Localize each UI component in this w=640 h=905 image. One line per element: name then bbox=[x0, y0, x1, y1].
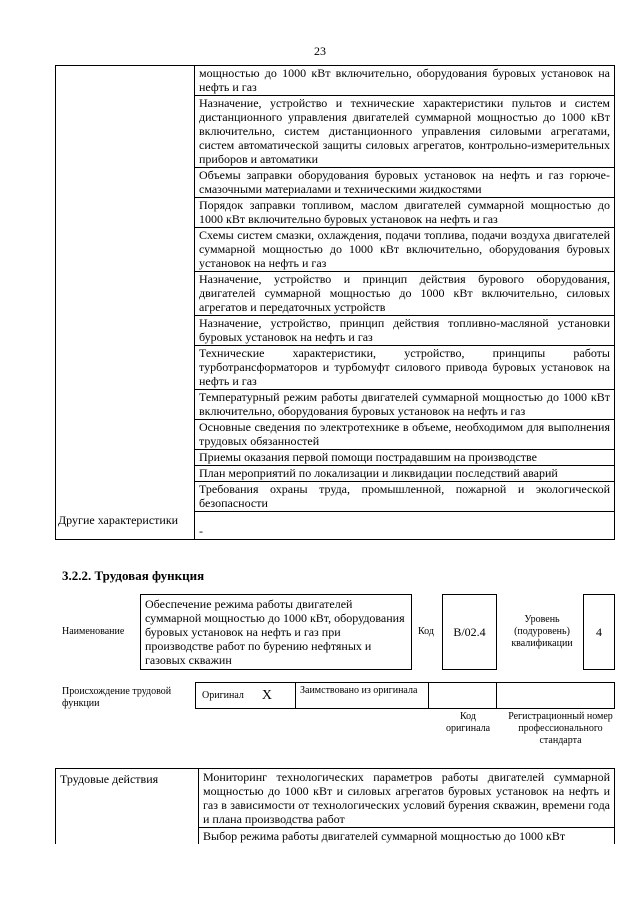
borrowed-cell: Заимствовано из оригинала bbox=[296, 683, 429, 708]
knowledge-table bbox=[55, 65, 615, 540]
origin-table bbox=[195, 682, 615, 709]
code-caption: Код оригинала bbox=[445, 711, 491, 734]
original-label: Оригинал bbox=[202, 689, 244, 701]
section-title: 3.2.2. Трудовая функция bbox=[62, 568, 205, 583]
knowledge-item: Основные сведения по электротехнике в объеме, необходимом для выполнения трудовых обязанностей bbox=[195, 420, 614, 450]
knowledge-item: Схемы систем смазки, охлаждения, подачи топлива, подачи воздуха двигателей суммарной мощностью до 1000 кВт включительно, оборудования буровых установок на нефть и газ bbox=[195, 228, 614, 272]
knowledge-item: Назначение, устройство, принцип действия топливно-масляной установки буровых установок на нефть и газ bbox=[195, 316, 614, 346]
original-mark: X bbox=[261, 687, 273, 703]
other-characteristics-row bbox=[56, 512, 614, 540]
level-value: 4 bbox=[583, 594, 615, 670]
origin-label: Происхождение трудовой функции bbox=[62, 686, 172, 709]
function-code-value: B/02.4 bbox=[442, 594, 497, 670]
labor-actions-label: Трудовые действия bbox=[56, 769, 199, 844]
registration-caption: Регистрационный номер профессионального стандарта bbox=[508, 711, 613, 746]
level-label: Уровень (подуровень) квалификации bbox=[511, 614, 573, 649]
registration-number-cell bbox=[497, 683, 614, 708]
other-characteristics-value: - bbox=[199, 524, 203, 538]
knowledge-item: Температурный режим работы двигателей суммарной мощностью до 1000 кВт включительно, оборудования буровых установок на нефть и газ bbox=[195, 390, 614, 420]
knowledge-item: Приемы оказания первой помощи пострадавшим на производстве bbox=[195, 450, 614, 466]
code-label: Код bbox=[418, 626, 434, 637]
labor-actions-table bbox=[55, 768, 615, 844]
knowledge-label-cell bbox=[56, 66, 195, 512]
other-characteristics-label: Другие характеристики bbox=[56, 512, 195, 539]
name-label: Наименование bbox=[62, 626, 125, 637]
function-name-value: Обеспечение режима работы двигателей суммарной мощностью до 1000 кВт, оборудования буровых установок на нефть и газ при производстве работ по бурению нефтяных и газовых скважин bbox=[140, 594, 412, 670]
labor-actions-items bbox=[199, 769, 614, 844]
labor-action-item: Выбор режима работы двигателей суммарной мощностью до 1000 кВт bbox=[203, 829, 566, 843]
knowledge-item: План мероприятий по локализации и ликвидации последствий аварий bbox=[195, 466, 614, 482]
page-number: 23 bbox=[314, 44, 326, 58]
knowledge-item: Назначение, устройство и принцип действия бурового оборудования, двигателей суммарной мощностью до 1000 кВт включительно, силовых агрегатов и передаточных устройств bbox=[195, 272, 614, 316]
knowledge-item: Назначение, устройство и технические характеристики пультов и систем дистанционного управления двигателей суммарной мощностью до 1000 кВт включительно, систем дистанционного управления силовыми агрегатами, систем автоматической защиты силовых агрегатов, контрольно-измерительных приборов и автоматики bbox=[195, 96, 614, 168]
labor-action-item: Мониторинг технологических параметров работы двигателей суммарной мощностью до 1000 кВт и силовых агрегатов буровых установок на нефть и газ в зависимости от технологических условий бурения скважин, времени года и плана производства работ bbox=[199, 769, 614, 828]
knowledge-item: Технические характеристики, устройство, принципы работы турботрансформаторов и турбомуфт силового привода буровых установок на нефть и газ bbox=[195, 346, 614, 390]
knowledge-item: Порядок заправки топливом, маслом двигателей суммарной мощностью до 1000 кВт включительно буровых установок на нефть и газ bbox=[195, 198, 614, 228]
origin-original-cell bbox=[196, 683, 296, 708]
knowledge-item: мощностью до 1000 кВт включительно, оборудования буровых установок на нефть и газ bbox=[195, 66, 614, 96]
knowledge-item: Требования охраны труда, промышленной, пожарной и экологической безопасности bbox=[195, 482, 614, 512]
knowledge-items bbox=[195, 66, 614, 512]
original-code-cell bbox=[429, 683, 497, 708]
knowledge-item: Объемы заправки оборудования буровых установок на нефть и газ горюче-смазочными материалами и техническими жидкостями bbox=[195, 168, 614, 198]
